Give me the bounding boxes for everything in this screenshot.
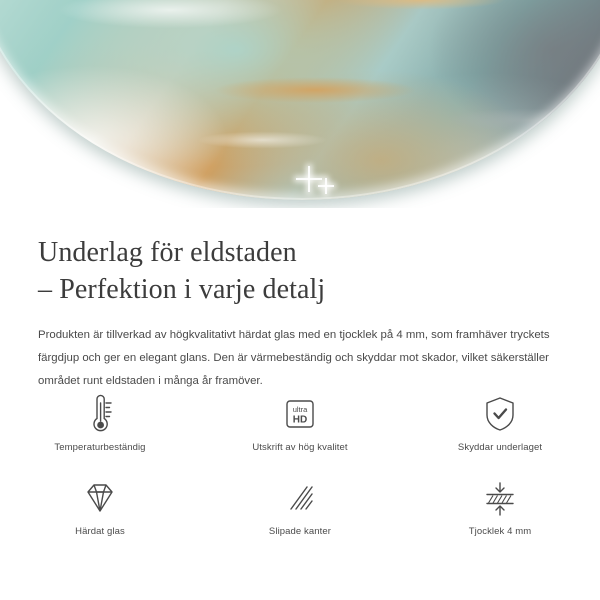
- page-title: [0, 208, 600, 308]
- feature-item-temperature: [0, 392, 200, 470]
- feature-grid: [0, 392, 600, 554]
- svg-text:HD: HD: [292, 414, 308, 426]
- polished-edges-icon: [279, 476, 321, 520]
- feature-item-protection: [400, 392, 600, 470]
- text-content: [0, 208, 600, 393]
- feature-label: Temperaturbeständig: [54, 442, 146, 453]
- headline-line-1: Underlag för eldstaden: [38, 237, 297, 268]
- headline-line-2: – Perfektion i varje detalj: [38, 274, 326, 306]
- shield-check-icon: [480, 392, 520, 436]
- feature-label: Slipade kanter: [268, 526, 332, 537]
- feature-label: Utskrift av hög kvalitet: [252, 442, 348, 453]
- feature-label: Härdat glas: [75, 526, 125, 537]
- thickness-icon: [479, 476, 521, 520]
- marble-round-board-image: [0, 0, 600, 200]
- hero-image: [0, 0, 600, 208]
- feature-label: Skyddar underlaget: [457, 442, 543, 453]
- diamond-icon: [79, 476, 121, 520]
- ultra-hd-icon: [280, 392, 320, 436]
- feature-label: Tjocklek 4 mm: [468, 526, 532, 537]
- feature-item-tempered-glass: [0, 476, 200, 554]
- feature-item-print-quality: [200, 392, 400, 470]
- svg-text:ultra: ultra: [292, 405, 308, 414]
- feature-item-thickness: [400, 476, 600, 554]
- body-paragraph: Produkten är tillverkad av högkvalitativt härdat glas med en tjocklek på 4 mm, som framhäver tryckets färgdjup och ger en elegant glans. Den är värmebeständig och skyddar mot skador, vilket säkerställer området runt eldstaden i många år framöver.: [38, 329, 550, 388]
- thermometer-icon: [80, 392, 120, 436]
- feature-item-polished-edges: [200, 476, 400, 554]
